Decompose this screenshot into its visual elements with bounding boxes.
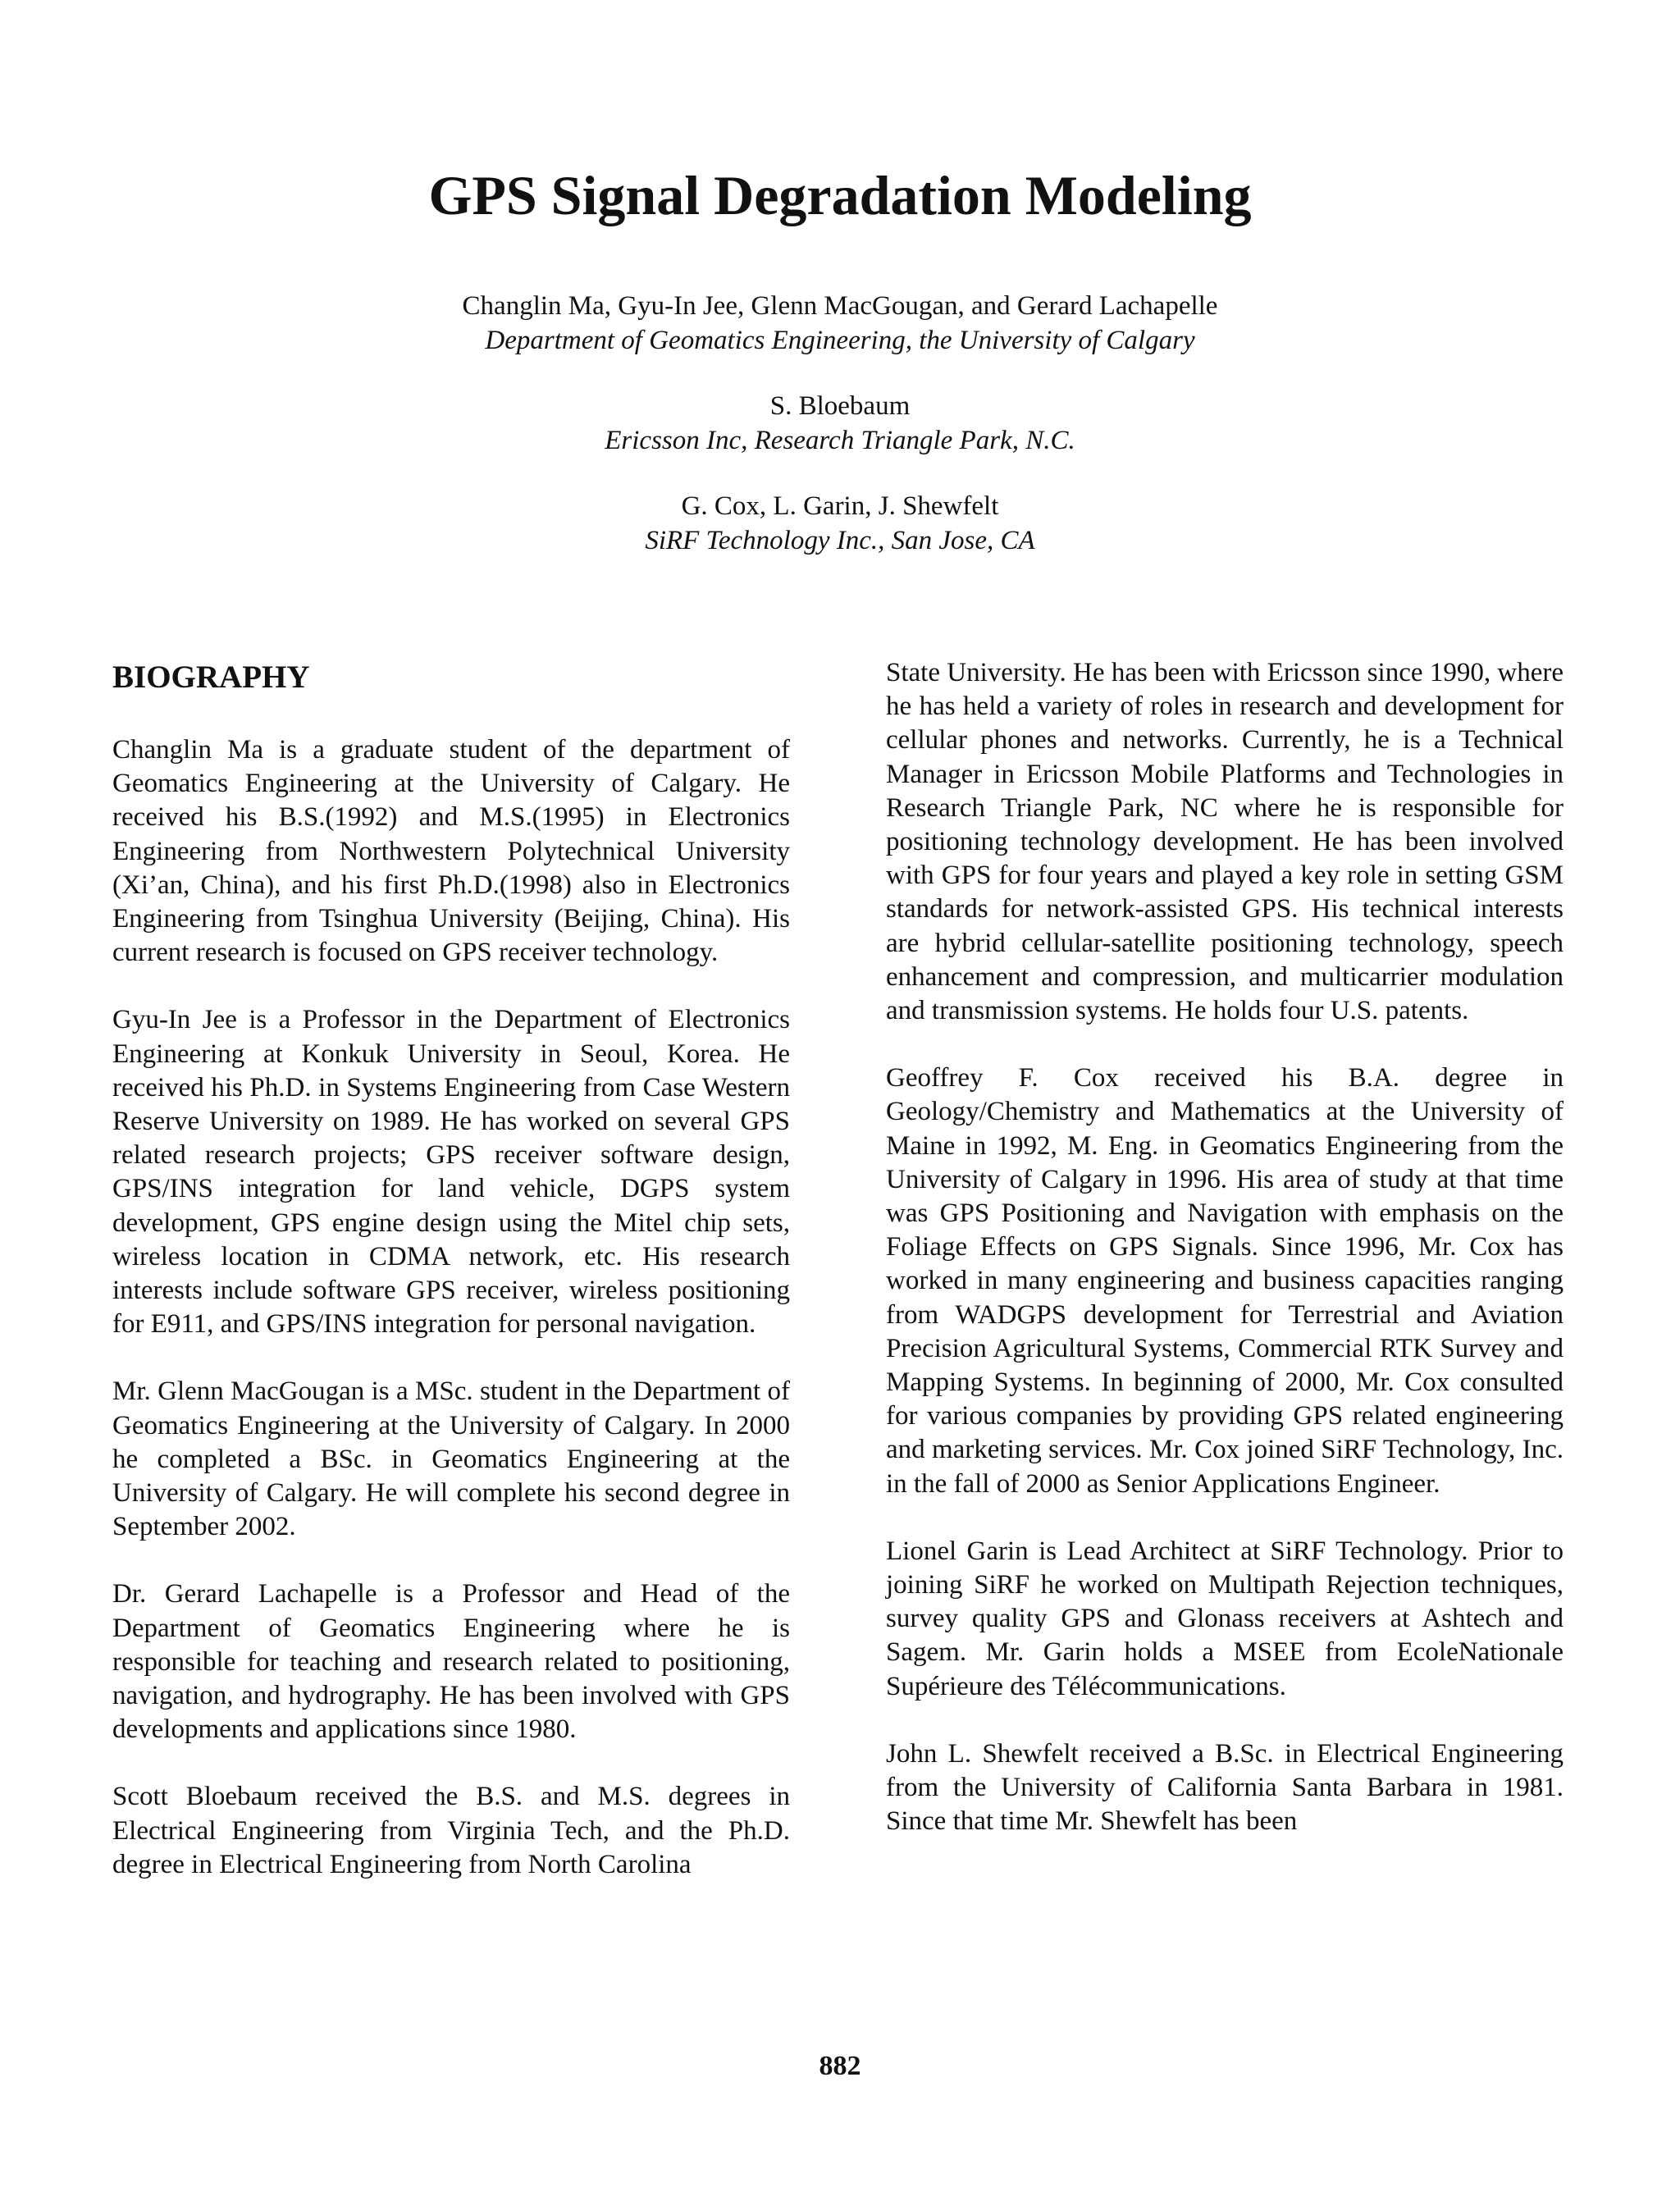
author-group-ericsson (0, 389, 1680, 458)
section-heading: BIOGRAPHY (112, 660, 310, 695)
bio-paragraph: John L. Shewfelt received a B.Sc. in Electrical Engineering from the University of California Santa Barbara in 1981. Since that time Mr. Shewfelt has been (886, 1738, 1564, 1837)
bio-paragraph: Geoffrey F. Cox received his B.A. degree in Geology/Chemistry and Mathematics at the University of Maine in 1992, M. Eng. in Geomatics Engineering from the University of Calgary in 1996. His area of study at that time was GPS Positioning and Navigation with emphasis on the Foliage Effects on GPS Signals. Since 1996, Mr. Cox has worked in many engineering and business capacities ranging from WADGPS development for Terrestrial and Aviation Precision Agricultural Systems, Commercial RTK Survey and Mapping Systems. In beginning of 2000, Mr. Cox consulted for various companies by providing GPS related engineering and marketing services. Mr. Cox joined SiRF Technology, Inc. in the fall of 2000 as Senior Applications Engineer. (886, 1063, 1564, 1499)
bio-paragraph: Mr. Glenn MacGougan is a MSc. student in the Department of Geomatics Engineering at the University of Calgary. In 2000 he completed a BSc. in Geomatics Engineering at the University of Calgary. He will complete his second degree in September 2002. (112, 1376, 790, 1542)
author-group-calgary (0, 289, 1680, 358)
author-group-sirf (0, 489, 1680, 558)
bio-paragraph: Scott Bloebaum received the B.S. and M.S. degrees in Electrical Engineering from Virginia Tech, and the Ph.D. degree in Electrical Engineering from North Carolina (112, 1782, 790, 1879)
page-number: 882 (819, 2051, 861, 2081)
bio-paragraph: Changlin Ma is a graduate student of the department of Geomatics Engineering at the University of Calgary. He received his B.S.(1992) and M.S.(1995) in Electronics Engineering from Northwestern Polytechnical University (Xi’an, China), and his first Ph.D.(1998) also in Electronics Engineering from Tsinghua University (Beijing, China). His current research is focused on GPS receiver technology. (112, 735, 790, 968)
author-names: Changlin Ma, Gyu-In Jee, Glenn MacGougan, and Gerard Lachapelle (462, 291, 1218, 321)
author-affiliation: Department of Geomatics Engineering, the University of Calgary (485, 326, 1195, 355)
author-names: S. Bloebaum (769, 391, 911, 421)
author-affiliation: SiRF Technology Inc., San Jose, CA (645, 526, 1035, 555)
bio-paragraph: Gyu-In Jee is a Professor in the Department of Electronics Engineering at Konkuk University in Seoul, Korea. He received his Ph.D. in Systems Engineering from Case Western Reserve University on 1989. He has worked on several GPS related research projects; GPS receiver software design, GPS/INS integration for land vehicle, DGPS system development, GPS engine design using the Mitel chip sets, wireless location in CDMA network, etc. His research interests include software GPS receiver, wireless positioning for E911, and GPS/INS integration for personal navigation. (112, 1005, 790, 1340)
bio-paragraph: Lionel Garin is Lead Architect at SiRF Technology. Prior to joining SiRF he worked on Multipath Rejection techniques, survey quality GPS and Glonass receivers at Ashtech and Sagem. Mr. Garin holds a MSEE from EcoleNationale Supérieure des Télécommunications. (886, 1536, 1564, 1701)
right-column (886, 656, 1564, 1873)
left-column (112, 656, 790, 1915)
bio-paragraph: Dr. Gerard Lachapelle is a Professor and Head of the Department of Geomatics Engineering where he is responsible for teaching and research related to positioning, navigation, and hydrography. He has been involved with GPS developments and applications since 1980. (112, 1579, 790, 1745)
author-list (0, 289, 1680, 589)
author-affiliation: Ericsson Inc, Research Triangle Park, N.C. (605, 426, 1075, 455)
bio-paragraph: State University. He has been with Ericsson since 1990, where he has held a variety of roles in research and development for cellular phones and networks. Currently, he is a Technical Manager in Ericsson Mobile Platforms and Technologies in Research Triangle Park, NC where he is responsible for positioning technology development. He has been involved with GPS for four years and played a key role in setting GSM standards for network-assisted GPS. His technical interests are hybrid cellular-satellite positioning technology, speech enhancement and compression, and multicarrier modulation and transmission systems. He holds four U.S. patents. (886, 658, 1564, 1026)
paper-title: GPS Signal Degradation Modeling (428, 164, 1252, 226)
author-names: G. Cox, L. Garin, J. Shewfelt (681, 491, 999, 521)
